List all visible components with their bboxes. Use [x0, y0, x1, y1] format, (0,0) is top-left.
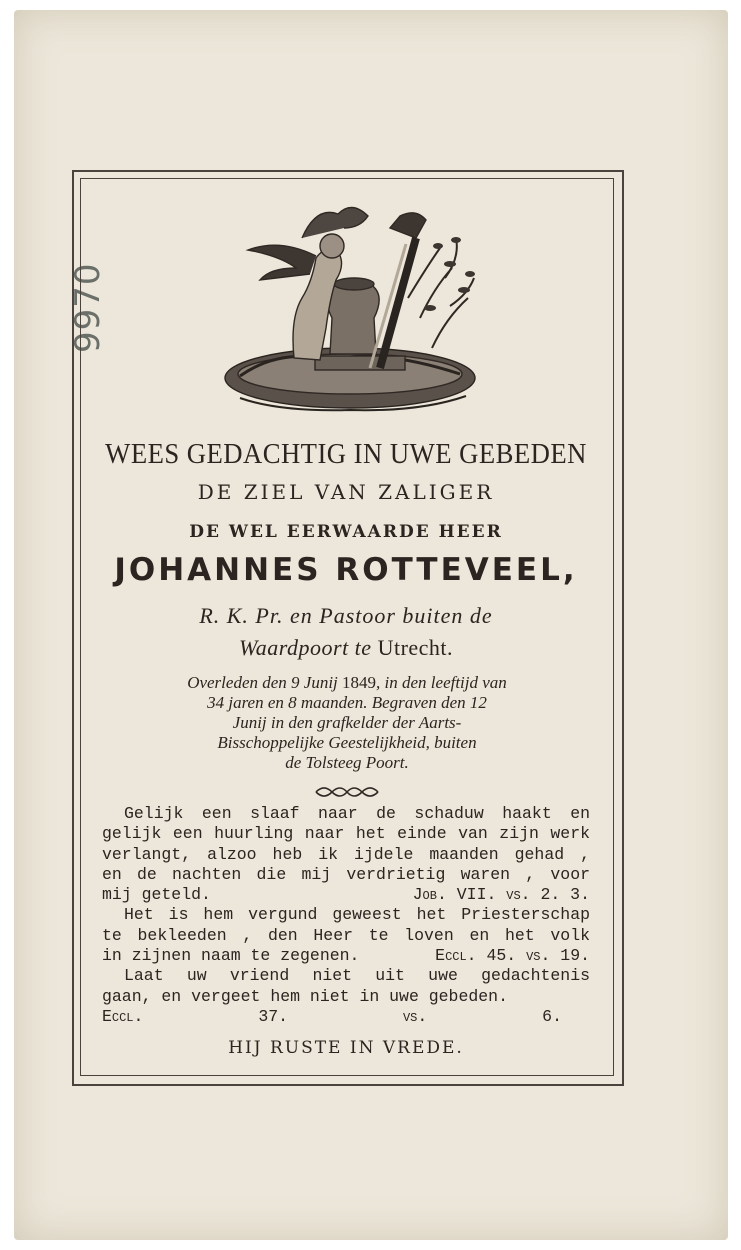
quote-1-end: mij geteld. — [102, 885, 211, 905]
deceased-name: JOHANNES ROTTEVEEL, — [114, 552, 578, 588]
title-line-2 — [80, 635, 612, 661]
title-line-1: R. K. Pr. en Pastoor buiten de — [199, 603, 493, 628]
quote-1-last-line — [102, 885, 590, 905]
heading-line-1: WEES GEDACHTIG IN UWE GEBEDEN — [105, 438, 587, 470]
quote-3-reference-line — [102, 1007, 590, 1027]
death-year: 1849 — [342, 673, 377, 692]
quote-1-line-3: verlangt, alzoo heb ik ijdele maanden gehad , — [102, 844, 590, 864]
quote-1-line-2: gelijk een huurling naar het einde van zijn werk — [102, 824, 590, 844]
ornament-divider — [312, 784, 382, 800]
quote-1-reference: Job. VII. vs. 2. 3. — [412, 885, 590, 905]
death-line-5: de Tolsteeg Poort. — [285, 753, 409, 772]
scripture-quotes — [102, 804, 590, 1027]
title-line-2-italic: Waardpoort te — [238, 635, 372, 660]
mourning-angel-urn-vignette — [220, 198, 482, 420]
death-notice — [100, 673, 594, 773]
quote-3-end: gaan, en vergeet hem niet in uwe gebeden. — [102, 986, 508, 1006]
inventory-number-wrapper — [32, 225, 108, 353]
death-line-1a: Overleden den 9 Junij — [187, 673, 338, 692]
quote-2-end: in zijnen naam te zegenen. — [102, 946, 360, 966]
death-line-1c: , in den leeftijd van — [376, 673, 507, 692]
quote-2-line-1: Het is hem vergund geweest het Priesterschap — [124, 905, 590, 925]
quote-2-line-2: te bekleeden , den Heer te loven en het volk — [102, 925, 590, 945]
quote-1-line-1: Gelijk een slaaf naar de schaduw haakt en — [124, 804, 590, 823]
death-line-2: 34 jaren en 8 maanden. Begraven den 12 — [207, 693, 487, 712]
quote-2-reference: Eccl. 45. vs. 19. — [435, 946, 590, 966]
quote-1-line-4: en de nachten die mij verdrietig waren , voor — [102, 864, 590, 884]
inventory-number: 9970 — [68, 262, 108, 353]
death-line-4: Bisschoppelijke Geestelijkheid, buiten — [217, 733, 477, 752]
quote-2-last-line — [102, 946, 590, 966]
heading-line-2: DE ZIEL VAN ZALIGER — [197, 480, 495, 504]
quote-3-line-1: Laat uw vriend niet uit uwe gedachtenis — [124, 966, 590, 986]
death-line-3: Junij in den grafkelder der Aarts- — [232, 713, 462, 732]
closing-line: HIJ RUSTE IN VREDE. — [228, 1038, 464, 1058]
title-line-2-roman: Utrecht. — [377, 635, 454, 660]
heading-line-3: DE WEL EERWAARDE HEER — [189, 522, 503, 542]
quote-3-reference: Eccl. 37. vs. 6. — [102, 1006, 562, 1026]
